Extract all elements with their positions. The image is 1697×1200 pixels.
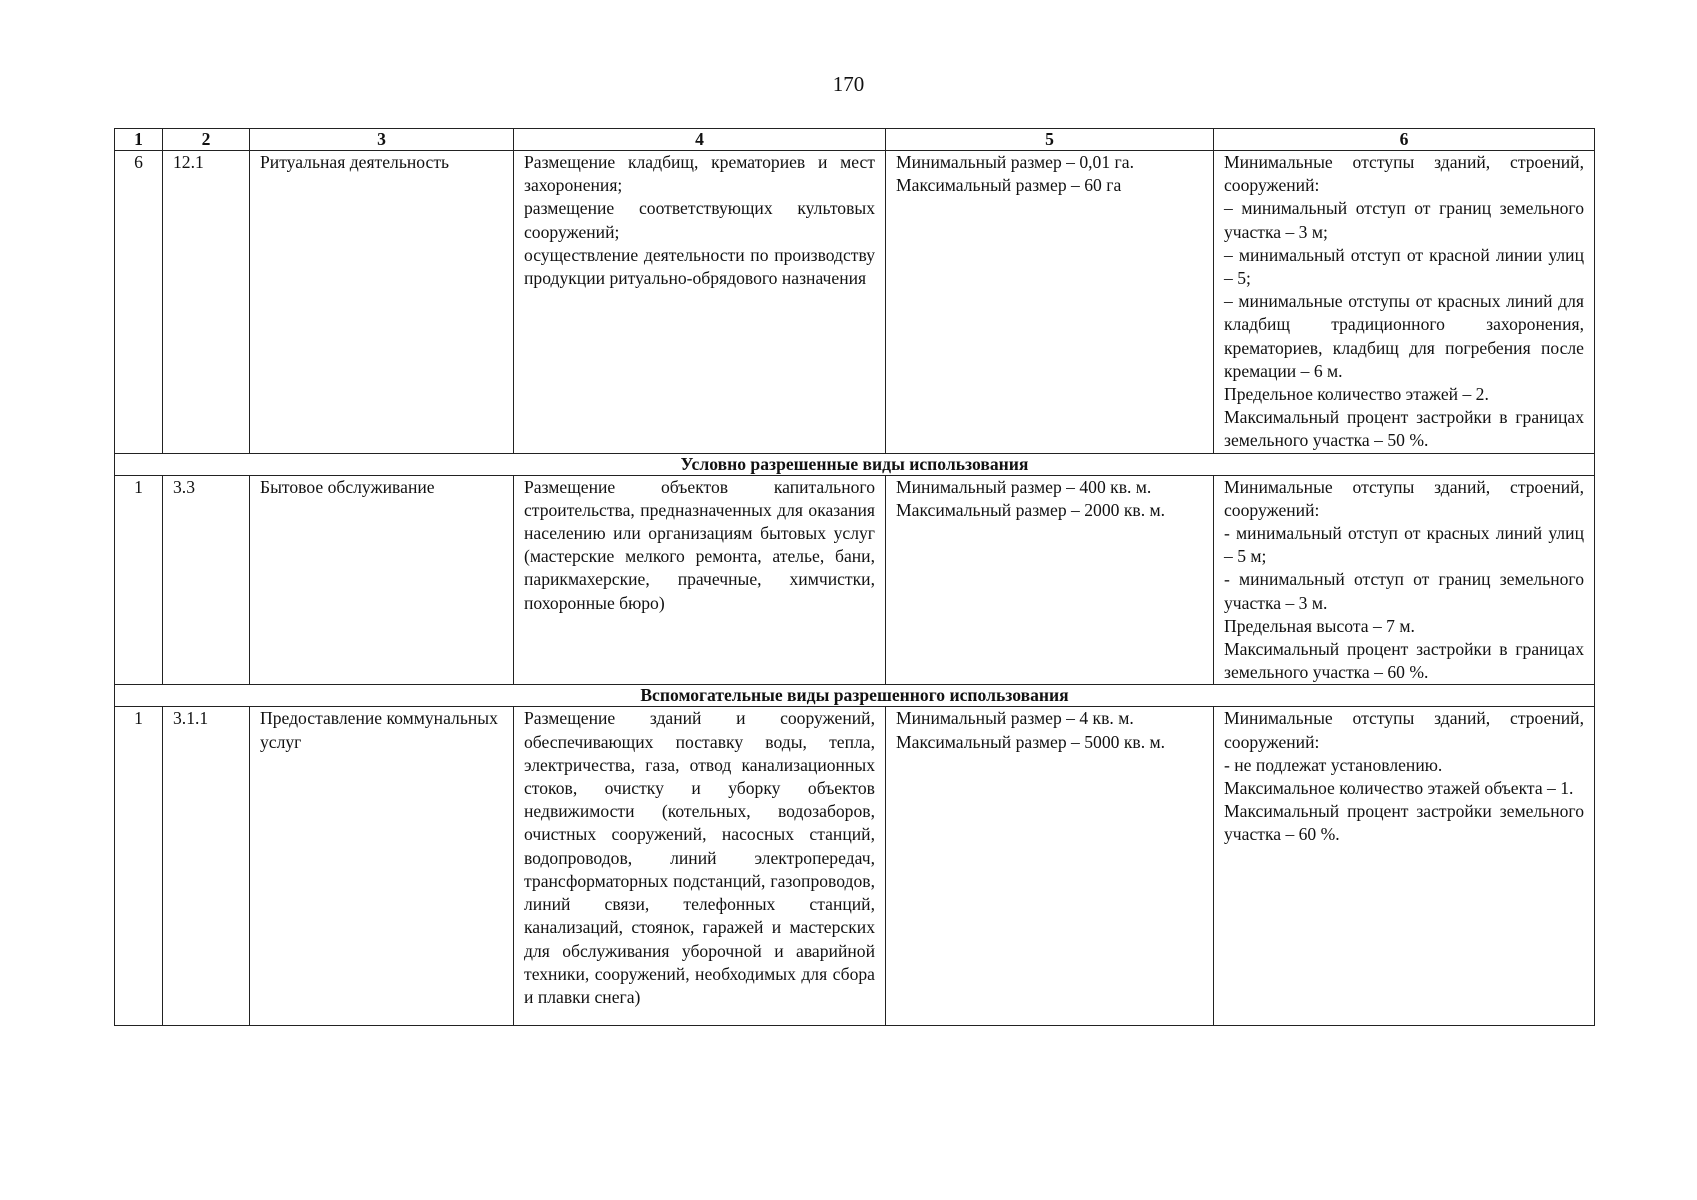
cell-building-parameters — [1214, 707, 1595, 1026]
header-row — [115, 129, 1595, 151]
table-row — [115, 707, 1595, 1026]
cell-text: Максимальный размер – 2000 кв. м. — [896, 499, 1166, 520]
cell-plot-size — [886, 707, 1214, 1026]
cell-text: Предельное количество этажей – 2. — [1224, 384, 1489, 405]
cell-text: - минимальный отступ от красных линий улиц – 5 м; — [1224, 523, 1584, 567]
cell-text: Минимальный размер – 4 кв. м. — [896, 708, 1134, 729]
col-header-6: 6 — [1214, 129, 1595, 151]
cell-text: осуществление деятельности по производству продукции ритуально-обрядового назначения — [524, 244, 875, 289]
cell-building-parameters — [1214, 151, 1595, 454]
col-header-2: 2 — [163, 129, 250, 151]
section-row — [115, 453, 1595, 475]
cell-text: Размещение зданий и сооружений, обеспечивающих поставку воды, тепла, электричества, газа, отвод канализационных стоков, очистку и уборку объектов недвижимости (котельных, водозаборов, очистных сооружений, насосных станций, водопроводов, линий электропередач, трансформаторных подстанций, газопроводов, линий связи, телефонных станций, канализаций, стоянок, гаражей и мастерских для обслуживания уборочной и аварийной техники, сооружений, необходимых для сбора и плавки снега) — [524, 708, 875, 1007]
col-header-3: 3 — [250, 129, 514, 151]
section-row — [115, 685, 1595, 707]
cell-text: Максимальный процент застройки земельного участка – 60 %. — [1224, 801, 1584, 845]
cell-text: Максимальный размер – 5000 кв. м. — [896, 731, 1166, 752]
cell-text: 1 — [134, 708, 143, 729]
col-header-5: 5 — [886, 129, 1214, 151]
cell-text: Минимальные отступы зданий, строений, сооружений: — [1224, 476, 1584, 520]
cell-text: 6 — [134, 152, 143, 172]
cell-text: Максимальное количество этажей объекта – 1. — [1224, 778, 1574, 799]
cell-plot-size — [886, 475, 1214, 685]
cell-text: Минимальные отступы зданий, строений, сооружений: — [1224, 708, 1584, 752]
cell-text: Бытовое обслуживание — [260, 476, 435, 497]
cell-text: – минимальный отступ от красной линии улиц – 5; — [1224, 244, 1584, 289]
cell-code — [163, 475, 250, 685]
cell-plot-size — [886, 151, 1214, 454]
col-header-1: 1 — [115, 129, 163, 151]
cell-text: – минимальный отступ от границ земельного участка – 3 м; — [1224, 198, 1584, 242]
cell-text: 1 — [134, 476, 143, 497]
cell-text: Максимальный процент застройки в границах земельного участка – 60 %. — [1224, 639, 1584, 683]
cell-text: Размещение объектов капитального строительства, предназначенных для оказания населению или организациям бытовых услуг (мастерские мелкого ремонта, ателье, бани, парикмахерские, прачечные, химчистки, похоронные бюро) — [524, 476, 875, 613]
page-number: 170 — [832, 72, 865, 96]
cell-text: размещение соответствующих культовых сооружений; — [524, 198, 875, 242]
cell-number — [115, 475, 163, 685]
cell-code — [163, 151, 250, 454]
table-row — [115, 151, 1595, 454]
col-header-4: 4 — [514, 129, 886, 151]
cell-text: Предоставление коммунальных услуг — [260, 708, 498, 752]
cell-text: 12.1 — [173, 152, 204, 172]
cell-name — [250, 707, 514, 1026]
cell-text: Ритуальная деятельность — [260, 152, 450, 172]
cell-text: Минимальные отступы зданий, строений, сооружений: — [1224, 152, 1584, 196]
cell-text: - минимальный отступ от границ земельного участка – 3 м. — [1224, 569, 1584, 613]
land-use-table — [114, 128, 1595, 1026]
cell-text: Размещение кладбищ, крематориев и мест захоронения; — [524, 152, 875, 196]
cell-code — [163, 707, 250, 1026]
section-heading-auxiliary: Вспомогательные виды разрешенного использования — [115, 685, 1595, 707]
cell-text: 3.3 — [173, 476, 195, 497]
cell-text: Максимальный размер – 60 га — [896, 175, 1122, 196]
cell-building-parameters — [1214, 475, 1595, 685]
cell-text: – минимальные отступы от красных линий для кладбищ традиционного захоронения, крематориев, кладбищ для погребения после кремации – 6 м. — [1224, 291, 1584, 381]
cell-text: - не подлежат установлению. — [1224, 754, 1443, 775]
cell-text: 3.1.1 — [173, 708, 209, 729]
cell-name — [250, 475, 514, 685]
cell-name — [250, 151, 514, 454]
cell-description — [514, 707, 886, 1026]
cell-description — [514, 475, 886, 685]
cell-number — [115, 707, 163, 1026]
cell-text: Минимальный размер – 400 кв. м. — [896, 476, 1152, 497]
cell-text: Предельная высота – 7 м. — [1224, 615, 1415, 636]
cell-text: Максимальный процент застройки в границах земельного участка – 50 %. — [1224, 407, 1584, 451]
table-row — [115, 475, 1595, 685]
cell-text: Минимальный размер – 0,01 га. — [896, 152, 1134, 172]
cell-description — [514, 151, 886, 454]
section-heading-conditional: Условно разрешенные виды использования — [115, 453, 1595, 475]
cell-number — [115, 151, 163, 454]
